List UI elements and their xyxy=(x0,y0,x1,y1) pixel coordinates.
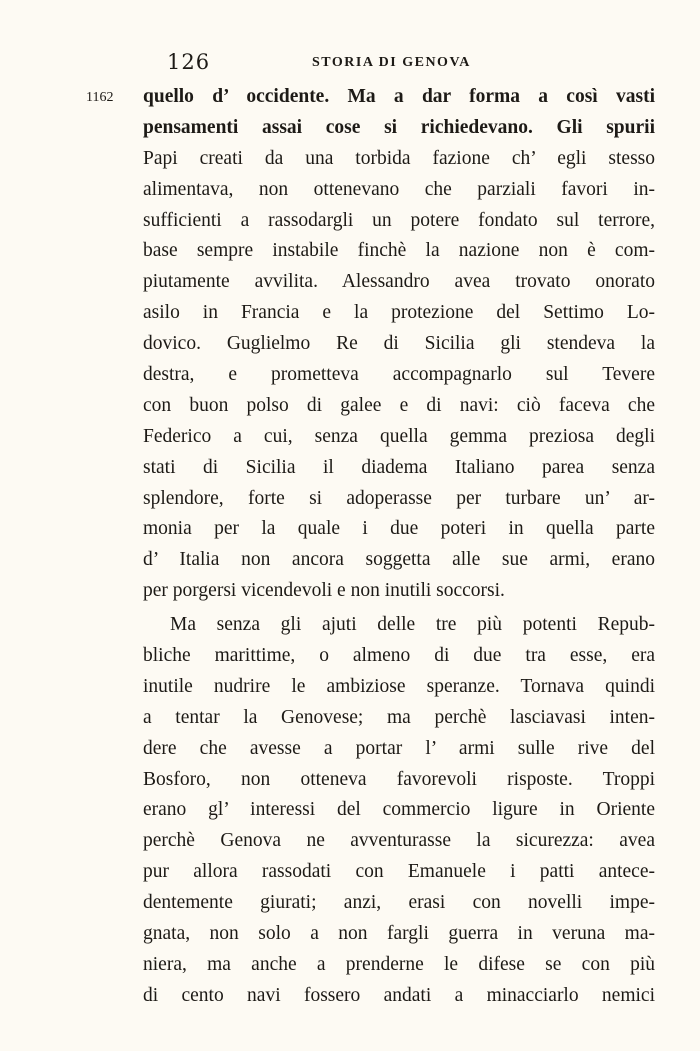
text-line: pur allora rassodati con Emanuele i patti antece- xyxy=(143,861,655,883)
text-line: perchè Genova ne avventurasse la sicurezza: avea xyxy=(143,830,655,852)
text-line: dentemente giurati; anzi, erasi con novelli impe- xyxy=(143,892,655,914)
page-header xyxy=(0,50,700,80)
text-line: piutamente avvilita. Alessandro avea trovato onorato xyxy=(143,271,655,293)
text-line: quello d’ occidente. Ma a dar forma a così vasti xyxy=(143,86,655,107)
margin-year-note: 1162 xyxy=(86,90,114,105)
text-line: Bosforo, non otteneva favorevoli risposte. Troppi xyxy=(143,768,655,790)
text-line: dere che avesse a portar l’ armi sulle rive del xyxy=(143,737,655,759)
text-line: inutile nudrire le ambiziose speranze. Tornava quindi xyxy=(143,675,655,697)
text-line: Federico a cui, senza quella gemma preziosa degli xyxy=(143,425,655,447)
text-line: alimentava, non ottenevano che parziali favori in- xyxy=(143,178,655,200)
text-line: a tentar la Genovese; ma perchè lasciavasi inten- xyxy=(143,706,655,728)
text-line: gnata, non solo a non fargli guerra in veruna ma- xyxy=(143,923,655,945)
text-line: niera, ma anche a prenderne le difese se con più xyxy=(143,953,655,975)
text-line: d’ Italia non ancora soggetta alle sue armi, erano xyxy=(143,549,655,571)
text-line: Papi creati da una torbida fazione ch’ egli stesso xyxy=(143,147,655,169)
text-line: pensamenti assai cose si richiedevano. Gli spurii xyxy=(143,116,655,138)
text-line: erano gl’ interessi del commercio ligure in Oriente xyxy=(143,799,655,821)
page-number: 126 xyxy=(167,50,211,74)
text-line: splendore, forte si adoperasse per turbare un’ ar- xyxy=(143,487,655,509)
body-text xyxy=(143,82,655,1012)
text-line: destra, e prometteva accompagnarlo sul Tevere xyxy=(143,364,655,386)
text-line: con buon polso di galee e di navi: ciò faceva che xyxy=(143,394,655,416)
text-line: di cento navi fossero andati a minacciarlo nemici xyxy=(143,984,655,1006)
paragraph-2 xyxy=(143,610,655,1012)
text-line: per porgersi vicendevoli e non inutili soccorsi. xyxy=(143,580,505,602)
text-line: Ma senza gli ajuti delle tre più potenti Repub- xyxy=(170,614,655,636)
text-line: sufficienti a rassodargli un potere fondato sul terrore, xyxy=(143,209,655,231)
text-line: bliche marittime, o almeno di due tra esse, era xyxy=(143,645,655,667)
paragraph-1 xyxy=(143,82,655,607)
running-title: STORIA DI GENOVA xyxy=(312,55,471,70)
text-line: monia per la quale i due poteri in quella parte xyxy=(143,518,655,540)
text-line: asilo in Francia e la protezione del Settimo Lo- xyxy=(143,302,655,324)
text-line: base sempre instabile finchè la nazione non è com- xyxy=(143,240,655,262)
text-line: stati di Sicilia il diadema Italiano parea senza xyxy=(143,456,655,478)
text-line: dovico. Guglielmo Re di Sicilia gli stendeva la xyxy=(143,333,655,355)
